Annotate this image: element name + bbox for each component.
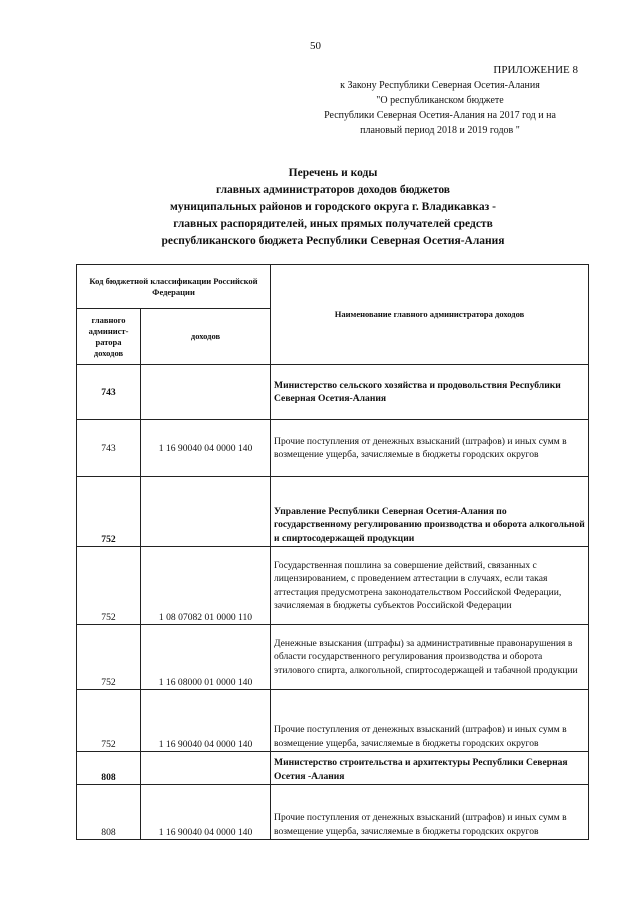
table-row xyxy=(77,752,589,785)
admin-code-cell: 752 xyxy=(77,547,141,625)
heading-line: главных распорядителей, иных прямых получателей средств xyxy=(173,218,493,230)
name-cell: Министерство сельского хозяйства и продовольствия Республики Северная Осетия-Алания xyxy=(271,365,589,420)
income-code-cell: 1 16 90040 04 0000 140 xyxy=(141,420,271,477)
name-cell: Денежные взыскания (штрафы) за административные правонарушения в области государственного регулирования производства и оборота этилового спирта, алкогольной, спиртосодержащей и табачной продукции xyxy=(271,625,589,690)
name-cell: Министерство строительства и архитектуры Республики Северная Осетия -Алания xyxy=(271,752,589,785)
income-code-cell: 1 16 90040 04 0000 140 xyxy=(141,690,271,752)
document-heading xyxy=(100,165,566,250)
table-row xyxy=(77,547,589,625)
appendix-line: к Закону Республики Северная Осетия-Алания xyxy=(340,80,540,91)
name-cell: Государственная пошлина за совершение действий, связанных с лицензированием, с проведением аттестации в случаях, если такая аттестация предусмотрена законодательством Российской Федерации, зачисляемая в бюджеты субъектов Российской Федерации xyxy=(271,547,589,625)
table-row xyxy=(77,785,589,840)
appendix-block xyxy=(280,63,600,138)
admin-code-cell: 808 xyxy=(77,752,141,785)
admin-code-cell: 752 xyxy=(77,477,141,547)
admin-code-cell: 743 xyxy=(77,365,141,420)
heading-line: главных администраторов доходов бюджетов xyxy=(215,184,451,196)
name-cell: Прочие поступления от денежных взысканий (штрафов) и иных сумм в возмещение ущерба, зачисляемые в бюджеты городских округов xyxy=(271,785,589,840)
header-income-code: доходов xyxy=(141,309,271,365)
admin-code-cell: 808 xyxy=(77,785,141,840)
appendix-line: Республики Северная Осетия-Алания на 2017 год и на xyxy=(324,110,556,121)
heading-line: муниципальных районов и городского округа г. Владикавказ - xyxy=(170,201,496,213)
income-code-cell: 1 08 07082 01 0000 110 xyxy=(141,547,271,625)
administrators-table xyxy=(76,264,589,840)
income-code-cell xyxy=(141,477,271,547)
admin-code-cell: 743 xyxy=(77,420,141,477)
header-administrator-name: Наименование главного администратора доходов xyxy=(271,265,589,365)
table-row xyxy=(77,420,589,477)
admin-code-cell: 752 xyxy=(77,690,141,752)
income-code-cell xyxy=(141,752,271,785)
admin-code-cell: 752 xyxy=(77,625,141,690)
name-cell: Прочие поступления от денежных взысканий (штрафов) и иных сумм в возмещение ущерба, зачисляемые в бюджеты городских округов xyxy=(271,690,589,752)
name-cell: Прочие поступления от денежных взысканий (штрафов) и иных сумм в возмещение ущерба, зачисляемые в бюджеты городских округов xyxy=(271,420,589,477)
header-classification-code: Код бюджетной классификации Российской Федерации xyxy=(77,265,271,309)
table-row xyxy=(77,365,589,420)
heading-line: Перечень и коды xyxy=(288,167,378,179)
heading-line: республиканского бюджета Республики Северная Осетия-Алания xyxy=(161,235,505,247)
name-cell: Управление Республики Северная Осетия-Алания по государственному регулированию производства и оборота алкогольной и спиртосодержащей продукции xyxy=(271,477,589,547)
table-row xyxy=(77,690,589,752)
table-row xyxy=(77,477,589,547)
page-number: 50 xyxy=(310,40,321,52)
appendix-title: ПРИЛОЖЕНИЕ 8 xyxy=(493,64,578,76)
income-code-cell: 1 16 08000 01 0000 140 xyxy=(141,625,271,690)
appendix-line: "О республиканском бюджете xyxy=(376,95,504,106)
table-row xyxy=(77,625,589,690)
income-code-cell xyxy=(141,365,271,420)
appendix-line: плановый период 2018 и 2019 годов " xyxy=(360,125,520,136)
income-code-cell: 1 16 90040 04 0000 140 xyxy=(141,785,271,840)
header-admin-code: главного админист-ратора доходов xyxy=(77,309,141,365)
